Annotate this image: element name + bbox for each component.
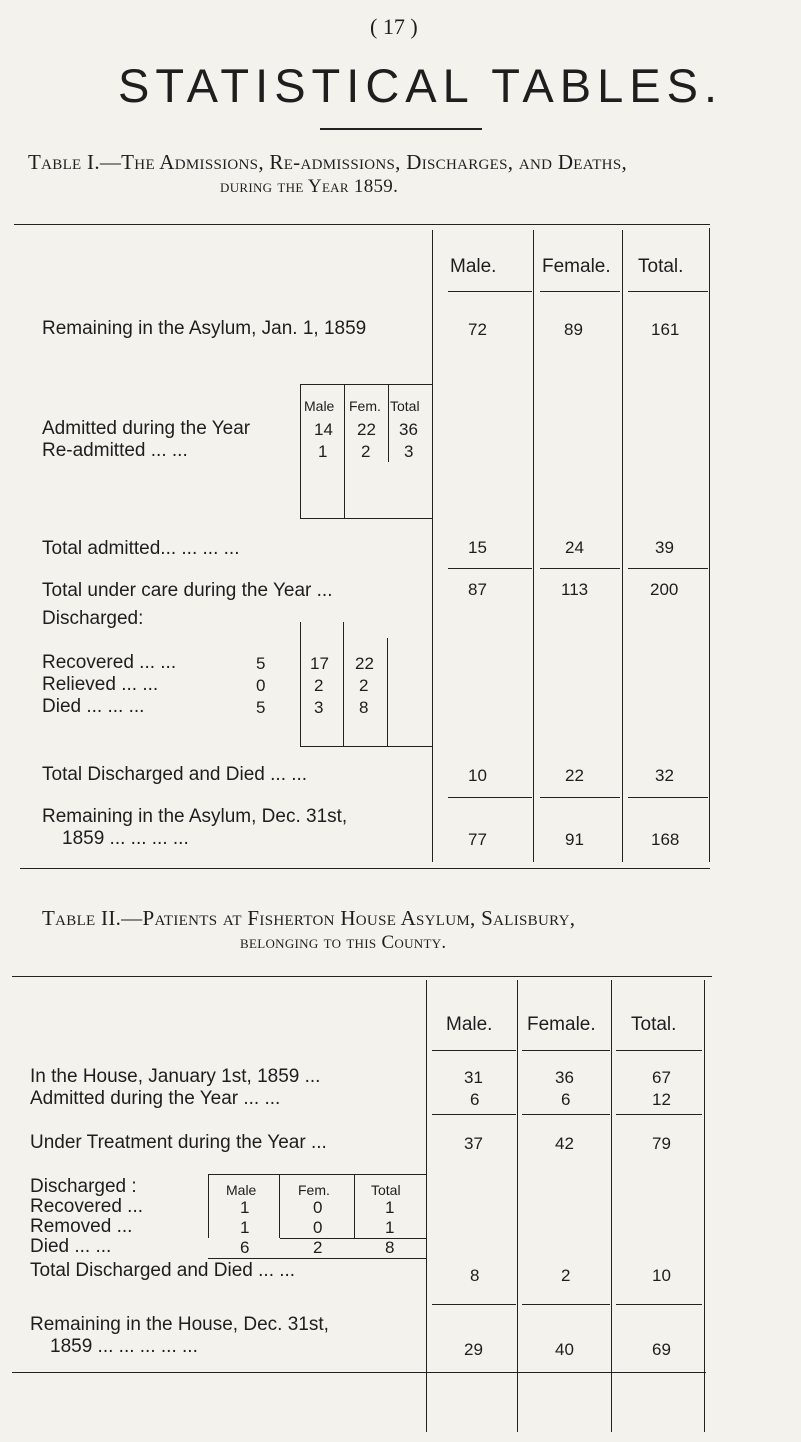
t1-readmitted-total: 3 [404, 442, 414, 461]
t2-died-total: 8 [385, 1238, 395, 1257]
t1-recovered-male: 5 [256, 654, 266, 673]
t1-recovered-total: 22 [355, 654, 374, 673]
t1-sub-header-male: Male [304, 398, 335, 414]
t2-died-female: 2 [313, 1238, 323, 1257]
table2-header-male: Male. [446, 1014, 493, 1035]
t2-remaining-end-female: 40 [555, 1340, 574, 1359]
t1-remaining-end-male: 77 [468, 830, 487, 849]
table2-header-total: Total. [631, 1014, 677, 1035]
t1-died-female: 3 [314, 698, 324, 717]
t1-remaining-start-male: 72 [468, 320, 487, 339]
t1-remaining-start-female: 89 [564, 320, 583, 339]
t1-total-admitted-female: 24 [565, 538, 584, 557]
t2-under-treatment-total: 79 [652, 1134, 671, 1153]
t2-admitted-female: 6 [561, 1090, 571, 1109]
t1-total-discharged-total: 32 [655, 766, 674, 785]
t2-in-house-female: 36 [555, 1068, 574, 1087]
t2-died-label: Died ... ... [30, 1236, 112, 1257]
t2-admitted-label: Admitted during the Year ... ... [30, 1088, 281, 1109]
t2-in-house-total: 67 [652, 1068, 671, 1087]
t2-died-male: 6 [240, 1238, 250, 1257]
t1-relieved-male: 0 [256, 676, 266, 695]
t1-total-discharged-male: 10 [468, 766, 487, 785]
t2-under-treatment-female: 42 [555, 1134, 574, 1153]
t2-remaining-end-total: 69 [652, 1340, 671, 1359]
t1-relieved-label: Relieved ... ... [42, 674, 159, 695]
t2-in-house-label: In the House, January 1st, 1859 ... [30, 1066, 321, 1087]
t1-admitted-female: 22 [357, 420, 376, 439]
t2-sub-header-fem: Fem. [298, 1182, 330, 1198]
table1-header-male: Male. [450, 256, 497, 277]
page-heading: STATISTICAL TABLES. [118, 59, 724, 112]
t2-total-discharged-male: 8 [470, 1266, 480, 1285]
t1-relieved-total: 2 [359, 676, 369, 695]
t1-remaining-end-label: Remaining in the Asylum, Dec. 31st, [42, 806, 348, 827]
t1-total-under-care-total: 200 [650, 580, 679, 599]
t2-total-discharged-total: 10 [652, 1266, 671, 1285]
t1-died-label: Died ... ... ... [42, 696, 145, 717]
t2-removed-male: 1 [240, 1218, 250, 1237]
heading-rule [320, 128, 482, 130]
t1-remaining-start-label: Remaining in the Asylum, Jan. 1, 1859 [42, 318, 367, 339]
t2-admitted-total: 12 [652, 1090, 671, 1109]
table2-header-female: Female. [527, 1014, 596, 1035]
t2-recovered-female: 0 [313, 1198, 323, 1217]
t1-recovered-label: Recovered ... ... [42, 652, 177, 673]
t2-remaining-end-label: Remaining in the House, Dec. 31st, [30, 1314, 329, 1335]
t1-remaining-start-total: 161 [651, 320, 680, 339]
t1-relieved-female: 2 [314, 676, 324, 695]
t2-total-discharged-label: Total Discharged and Died ... ... [30, 1260, 296, 1281]
t2-remaining-end-male: 29 [464, 1340, 483, 1359]
t1-sub-header-total: Total [390, 398, 420, 414]
t2-remaining-end-label-2: 1859 ... ... ... ... ... [50, 1336, 198, 1357]
t2-recovered-label: Recovered ... [30, 1196, 143, 1217]
t2-removed-female: 0 [313, 1218, 323, 1237]
t1-died-male: 5 [256, 698, 266, 717]
t2-under-treatment-male: 37 [464, 1134, 483, 1153]
t2-removed-label: Removed ... [30, 1216, 133, 1237]
t2-sub-header-total: Total [371, 1182, 401, 1198]
table1-caption: Table I.—The Admissions, Re-admissions, Discharges, and Deaths, [28, 150, 628, 174]
t1-admitted-male: 14 [314, 420, 333, 439]
t1-total-discharged-label: Total Discharged and Died ... ... [42, 764, 308, 785]
t1-total-discharged-female: 22 [565, 766, 584, 785]
t2-under-treatment-label: Under Treatment during the Year ... [30, 1132, 327, 1153]
t2-in-house-male: 31 [464, 1068, 483, 1087]
t2-recovered-total: 1 [385, 1198, 395, 1217]
t1-readmitted-label: Re-admitted ... ... [42, 440, 188, 461]
t2-removed-total: 1 [385, 1218, 395, 1237]
t2-total-discharged-female: 2 [561, 1266, 571, 1285]
table2-caption-line2: belonging to this County. [240, 932, 447, 953]
t1-admitted-label: Admitted during the Year [42, 418, 251, 439]
t1-discharged-label: Discharged: [42, 608, 144, 629]
t1-total-under-care-female: 113 [561, 580, 589, 599]
t1-total-admitted-total: 39 [655, 538, 674, 557]
t1-recovered-female: 17 [310, 654, 329, 673]
t1-remaining-end-female: 91 [565, 830, 584, 849]
t1-sub-header-fem: Fem. [349, 398, 381, 414]
t2-admitted-male: 6 [470, 1090, 480, 1109]
table1-header-female: Female. [542, 256, 611, 277]
table1-caption-line2: during the Year 1859. [220, 176, 399, 197]
t1-readmitted-male: 1 [318, 442, 328, 461]
t1-remaining-end-label-2: 1859 ... ... ... ... [62, 828, 189, 849]
t1-admitted-total: 36 [399, 420, 418, 439]
t2-discharged-label: Discharged : [30, 1176, 137, 1197]
t1-total-under-care-male: 87 [468, 580, 487, 599]
t1-total-under-care-label: Total under care during the Year ... [42, 580, 333, 601]
t1-total-admitted-male: 15 [468, 538, 487, 557]
table1-header-total: Total. [638, 256, 684, 277]
t1-remaining-end-total: 168 [651, 830, 680, 849]
t1-readmitted-female: 2 [361, 442, 371, 461]
t2-recovered-male: 1 [240, 1198, 250, 1217]
t2-sub-header-male: Male [226, 1182, 257, 1198]
t1-total-admitted-label: Total admitted... ... ... ... [42, 538, 240, 559]
table2-caption: Table II.—Patients at Fisherton House Asylum, Salisbury, [42, 906, 576, 930]
page-number: ( 17 ) [370, 14, 418, 39]
t1-died-total: 8 [359, 698, 369, 717]
